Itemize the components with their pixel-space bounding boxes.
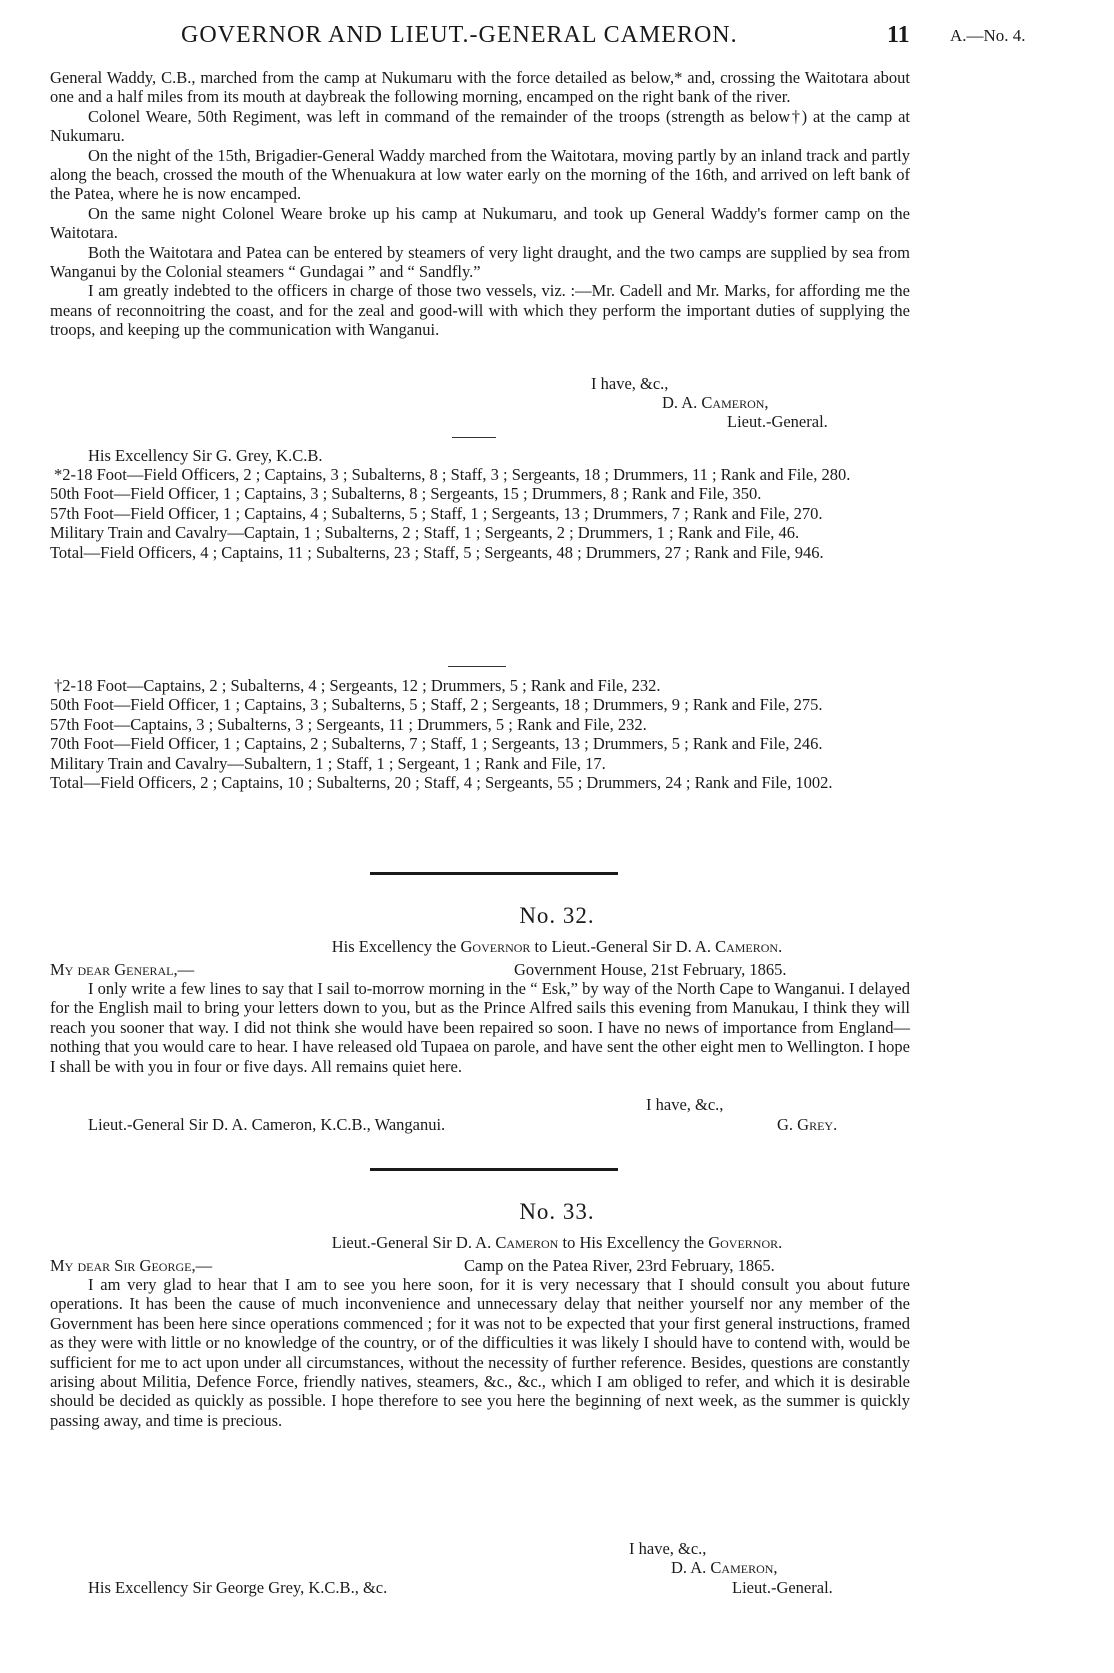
signature: D. A. Cameron, <box>671 1558 778 1577</box>
paragraph: General Waddy, C.B., marched from the camp at Nukumaru with the force detailed as below,* and, crossing the Waitotara about one and a half miles from its mouth at daybreak the following morning, encamped on the right bank of the river. <box>50 68 910 107</box>
letter-32-number: No. 32. <box>519 903 595 928</box>
paragraph: I only write a few lines to say that I sail to-morrow morning in the “ Esk,” by way of the North Cape to Wanganui. I delayed for the English mail to bring your letters down to you, but as the Prince Alfred sails this evening from Manukau, I think they will reach you sooner that way. I did not think she would have been repaired so soon. I have no news of importance from England—nothing that you would care to hear. I have released old Tupaea on parole, and have sent the other eight men to Wellington. I hope I shall be with you in four or five days. All remains quiet here. <box>50 979 910 1076</box>
header-title: GOVERNOR AND LIEUT.-GENERAL CAMERON. <box>181 22 738 48</box>
salutation: My dear General,— <box>50 960 195 979</box>
letter-33-subtitle: Lieut.-General Sir D. A. Cameron to His Excellency the Governor. <box>331 1233 783 1252</box>
salutation: My dear Sir George,— <box>50 1256 213 1275</box>
paragraph: On the night of the 15th, Brigadier-General Waddy marched from the Waitotara, moving partly by an inland track and partly along the beach, crossed the mouth of the Whenuakura at low water early on the morning of the 16th, and arrived on left bank of the Patea, where he is now encamped. <box>50 145 910 204</box>
force-list-remainder <box>50 676 910 792</box>
paragraph: On the same night Colonel Weare broke up his camp at Nukumaru, and took up General Waddy's former camp on the Waitotara. <box>50 203 910 243</box>
letter-32-subtitle: His Excellency the Governor to Lieut.-General Sir D. A. Cameron. <box>331 937 783 956</box>
list-item: 57th Foot—Field Officer, 1 ; Captains, 4 ; Subalterns, 5 ; Staff, 1 ; Sergeants, 13 ; Drummers, 7 ; Rank and File, 270. <box>50 503 823 523</box>
addressee: Lieut.-General Sir D. A. Cameron, K.C.B., Wanganui. <box>88 1115 446 1134</box>
letter-32-body <box>50 979 910 1076</box>
opening-letter-body <box>50 68 910 340</box>
closing-phrase: I have, &c., <box>629 1539 707 1558</box>
paragraph: I am greatly indebted to the officers in charge of those two vessels, viz. :—Mr. Cadell and Mr. Marks, for affording me the means of reconnoitring the coast, and for the zeal and good-will with which they perform the important duties of supplying the troops, and keeping up the communication with Wanganui. <box>50 281 910 340</box>
force-list-march <box>50 465 910 562</box>
list-item: Total—Field Officers, 2 ; Captains, 10 ; Subalterns, 20 ; Staff, 4 ; Sergeants, 55 ; Drummers, 24 ; Rank and File, 1002. <box>50 773 833 793</box>
place-date: Camp on the Patea River, 23rd February, 1865. <box>464 1256 775 1275</box>
list-item: Military Train and Cavalry—Captain, 1 ; Subalterns, 2 ; Staff, 1 ; Sergeants, 2 ; Drummers, 1 ; Rank and File, 46. <box>50 523 800 543</box>
list-item: Military Train and Cavalry—Subaltern, 1 ; Staff, 1 ; Sergeant, 1 ; Rank and File, 17. <box>50 753 606 773</box>
signature-title: Lieut.-General. <box>727 412 828 431</box>
document-reference: A.—No. 4. <box>950 26 1026 45</box>
signature: D. A. Cameron, <box>662 393 769 412</box>
paragraph: Colonel Weare, 50th Regiment, was left in command of the remainder of the troops (strength as below†) at the camp at Nukumaru. <box>50 106 910 146</box>
place-date: Government House, 21st February, 1865. <box>514 960 787 979</box>
signature: G. Grey. <box>777 1115 838 1134</box>
paragraph: Both the Waitotara and Patea can be entered by steamers of very light draught, and the two camps are supplied by sea from Wanganui by the Colonial steamers “ Gundagai ” and “ Sandfly.” <box>50 242 910 282</box>
list-item: 70th Foot—Field Officer, 1 ; Captains, 2 ; Subalterns, 7 ; Staff, 1 ; Sergeants, 13 ; Drummers, 5 ; Rank and File, 246. <box>50 734 823 754</box>
list-item: 50th Foot—Field Officer, 1 ; Captains, 3 ; Subalterns, 5 ; Staff, 2 ; Sergeants, 18 ; Drummers, 9 ; Rank and File, 275. <box>50 695 823 715</box>
list-item: 50th Foot—Field Officer, 1 ; Captains, 3 ; Subalterns, 8 ; Sergeants, 15 ; Drummers, 8 ; Rank and File, 350. <box>50 484 762 504</box>
addressee: His Excellency Sir G. Grey, K.C.B. <box>88 446 323 465</box>
running-header <box>0 22 1114 54</box>
section-divider <box>370 1168 618 1171</box>
list-item: Total—Field Officers, 4 ; Captains, 11 ; Subalterns, 23 ; Staff, 5 ; Sergeants, 48 ; Drummers, 27 ; Rank and File, 946. <box>50 542 824 562</box>
letter-32-salutation-row <box>50 960 910 980</box>
signature-title: Lieut.-General. <box>732 1578 833 1597</box>
paragraph: I am very glad to hear that I am to see you here soon, for it is very necessary that I should consult you about future operations. It has been the cause of much inconvenience and unnecessary delay that neither yourself nor any member of the Government has been here since operations commenced ; for it was not to be expected that your first general instructions, framed as they were with little or no knowledge of the country, or of the difficulties it was likely I should have to contend with, would be sufficient for me to act upon under all circumstances, without the necessity of further reference. Besides, questions are constantly arising about Militia, Defence Force, friendly natives, steamers, &c., &c., which I am obliged to refer, and which it is desirable should be decided as quickly as possible. I hope therefore to see you here the beginning of next week, as the summer is quickly passing away, and time is precious. <box>50 1275 910 1430</box>
closing-phrase: I have, &c., <box>646 1095 724 1114</box>
closing-phrase: I have, &c., <box>591 374 669 393</box>
letter-33-salutation-row <box>50 1256 910 1276</box>
page-number: 11 <box>887 22 910 48</box>
section-divider <box>370 872 618 875</box>
addressee: His Excellency Sir George Grey, K.C.B., &c. <box>88 1578 388 1597</box>
letter-33-number: No. 33. <box>519 1199 595 1224</box>
divider <box>452 437 496 438</box>
list-item: *2-18 Foot—Field Officers, 2 ; Captains, 3 ; Subalterns, 8 ; Staff, 3 ; Sergeants, 18 ; Drummers, 11 ; Rank and File, 280. <box>54 465 851 484</box>
list-item: †2-18 Foot—Captains, 2 ; Subalterns, 4 ; Sergeants, 12 ; Drummers, 5 ; Rank and File, 232. <box>54 676 661 695</box>
list-item: 57th Foot—Captains, 3 ; Subalterns, 3 ; Sergeants, 11 ; Drummers, 5 ; Rank and File, 232. <box>50 714 647 734</box>
letter-33-body <box>50 1275 910 1430</box>
divider <box>448 666 506 667</box>
